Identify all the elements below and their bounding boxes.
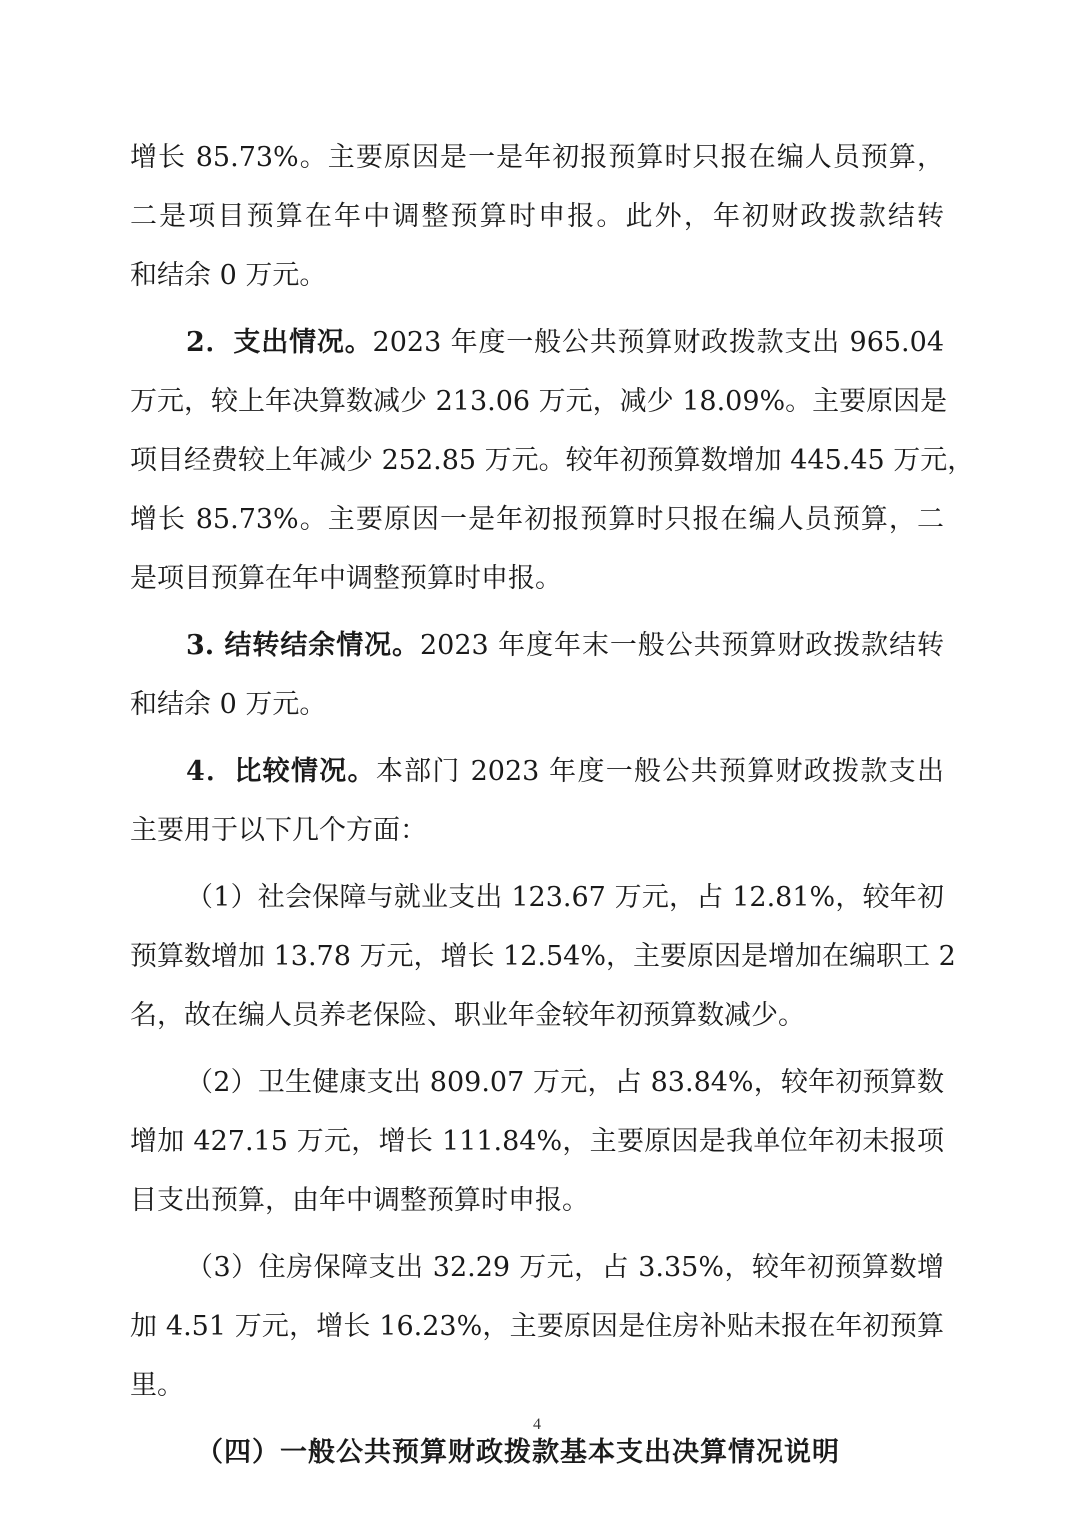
paragraph-label: 2．支出情况。	[186, 327, 373, 358]
text-line	[130, 313, 944, 372]
text-line: （3）住房保障支出 32.29 万元，占 3.35%，较年初预算数增	[186, 1252, 944, 1283]
text-line: 主要用于以下几个方面：	[130, 815, 427, 846]
paragraph-item-2	[130, 1053, 944, 1230]
paragraph-label: 4．比较情况。	[186, 756, 376, 787]
text-line: 加 4.51 万元，增长 16.23%，主要原因是住房补贴未报在年初预算	[130, 1311, 944, 1342]
paragraph-expenditure	[130, 313, 975, 608]
paragraph-comparison	[130, 742, 944, 860]
text-line: 和结余 0 万元。	[130, 260, 327, 291]
text-line: 是项目预算在年中调整预算时申报。	[130, 563, 562, 594]
text-line: 增长 85.73%。主要原因一是年初报预算时只报在编人员预算，二	[130, 504, 944, 535]
paragraph-item-1	[130, 868, 956, 1045]
text-line: 万元，较上年决算数减少 213.06 万元，减少 18.09%。主要原因是	[130, 386, 948, 417]
section-heading: （四）一般公共预算财政拨款基本支出决算情况说明	[196, 1437, 840, 1468]
text-line: 预算数增加 13.78 万元，增长 12.54%，主要原因是增加在编职工 2	[130, 941, 956, 972]
paragraph-item-3	[130, 1238, 944, 1415]
text-line: （2）卫生健康支出 809.07 万元，占 83.84%，较年初预算数	[186, 1067, 944, 1098]
text-line	[130, 616, 944, 675]
text-span: 本部门 2023 年度一般公共预算财政拨款支出	[375, 756, 944, 787]
text-line: 增加 427.15 万元，增长 111.84%，主要原因是我单位年初未报项	[130, 1126, 944, 1157]
text-span: 2023 年度年末一般公共预算财政拨款结转	[419, 630, 945, 661]
text-span: 2023 年度一般公共预算财政拨款支出 965.04	[372, 327, 944, 358]
text-line: 增长 85.73%。主要原因是一是年初报预算时只报在编人员预算，	[130, 142, 944, 173]
text-line: 目支出预算，由年中调整预算时申报。	[130, 1185, 589, 1216]
page-number: 4	[533, 1416, 541, 1433]
paragraph-label: 3. 结转结余情况。	[186, 630, 420, 661]
text-line: （1）社会保障与就业支出 123.67 万元，占 12.81%，较年初	[186, 882, 944, 913]
text-line: 和结余 0 万元。	[130, 689, 327, 720]
text-line: 里。	[130, 1370, 184, 1401]
paragraph-continuation	[130, 128, 944, 305]
text-line: 二是项目预算在年中调整预算时申报。此外，年初财政拨款结转	[130, 201, 944, 232]
paragraph-carryover	[130, 616, 944, 734]
document-body	[130, 128, 975, 1482]
text-line	[130, 742, 944, 801]
text-line: 项目经费较上年减少 252.85 万元。较年初预算数增加 445.45 万元，	[130, 445, 975, 476]
text-line: 名，故在编人员养老保险、职业年金较年初预算数减少。	[130, 1000, 805, 1031]
